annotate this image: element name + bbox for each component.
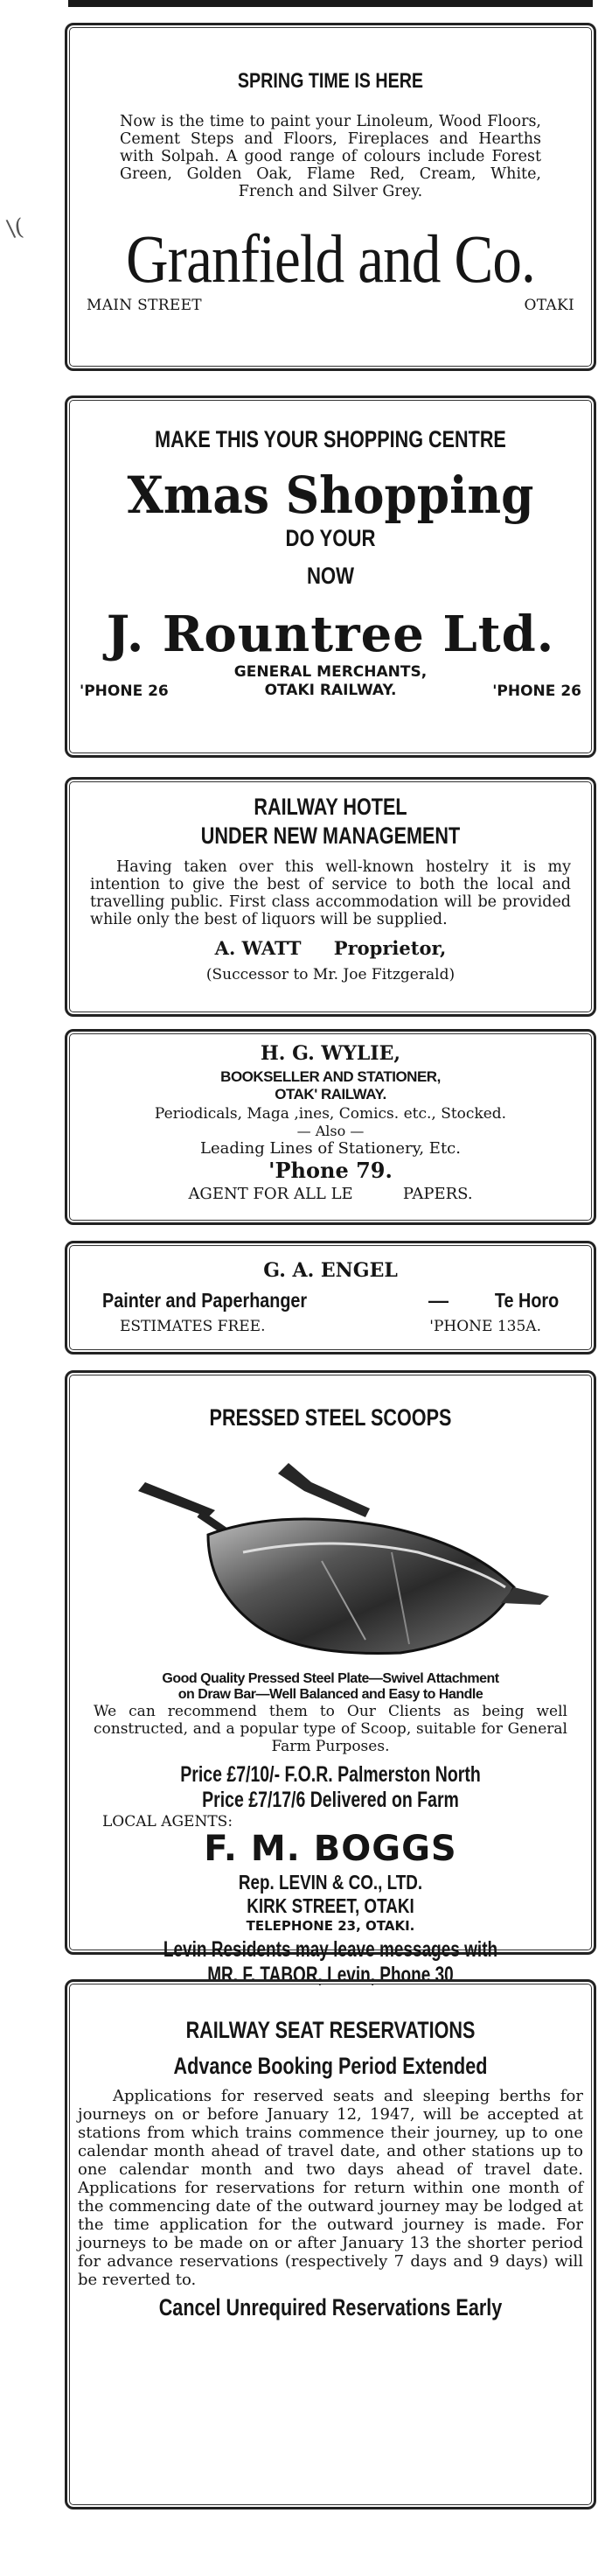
ad3-role: Proprietor,	[333, 937, 447, 959]
ad-railway-hotel	[65, 777, 596, 1017]
ad5-name: G. A. ENGEL	[263, 1259, 398, 1282]
ad5-phone: 'PHONE 135A.	[429, 1318, 541, 1335]
ad6-telephone: TELEPHONE 23, OTAKI.	[246, 1918, 415, 1934]
ad6-body: We can recommend them to Our Clients as being well constructed, and a popular type of Scoop, suitable for General Farm Purposes.	[94, 1703, 567, 1755]
ad7-subheading: Advance Booking Period Extended	[173, 2053, 488, 2079]
ad2-company: J. Rountree Ltd.	[106, 606, 555, 663]
ad2-now: NOW	[306, 563, 355, 589]
ad6-levin1: Levin Residents may leave messages with	[163, 1937, 498, 1962]
ad2-headline: Xmas Shopping	[127, 466, 534, 525]
ad4-agent: AGENT FOR ALL LE PAPERS.	[188, 1185, 473, 1203]
ad6-bold2: on Draw Bar—Well Balanced and Easy to Handle	[177, 1687, 483, 1702]
ad6-rep: Rep. LEVIN & CO., LTD.	[238, 1871, 423, 1894]
ad-engel	[65, 1241, 596, 1354]
ad7-body: Applications for reserved seats and sleeping berths for journeys on or before January 12, 1947, will be accepted at stations from which trains commence their journey, up to one calendar month ahead of travel date, and other stations up to one calendar month and two days ahead of travel date. Applications for reservations for return within one month of the commencing date of the outward journey may be lodged at the time application for the outward journey is made. For journeys to be made on or after January 13 the shorter period for advance reservations (respectively 7 days and 9 days) will be reverted to.	[78, 2087, 583, 2289]
ad2-heading: MAKE THIS YOUR SHOPPING CENTRE	[155, 426, 506, 452]
ad4-line2: OTAK' RAILWAY.	[275, 1086, 386, 1102]
ad7-heading: RAILWAY SEAT RESERVATIONS	[185, 2017, 476, 2043]
ad1-body: Now is the time to paint your Linoleum, Wood Floors, Cement Steps and Floors, Fireplaces and Hearths with Solpah. A good range of colours include Forest Green, Golden Oak, Flame Red, Cream, White, French and Silver Grey.	[120, 113, 541, 200]
scoop-image	[103, 1456, 558, 1666]
margin-mark: \(	[5, 214, 25, 243]
ad4-line1: BOOKSELLER AND STATIONER,	[220, 1068, 441, 1085]
ad6-agent-name: F. M. BOGGS	[204, 1829, 457, 1869]
ad3-heading1: RAILWAY HOTEL	[254, 794, 407, 820]
ad4-phone: 'Phone 79.	[268, 1158, 393, 1183]
ad6-price2: Price £7/17/6 Delivered on Farm	[202, 1788, 459, 1812]
ad1-town: OTAKI	[524, 297, 574, 314]
ad5-trade: Painter and Paperhanger	[102, 1289, 308, 1312]
ad3-body: Having taken over this well-known hostelry it is my intention to give the best of service to both the local and travelling public. First class accommodation will be provided while only the best of liquors will be supplied.	[90, 858, 571, 928]
ad3-heading2: UNDER NEW MANAGEMENT	[200, 822, 461, 849]
top-rule	[68, 0, 593, 7]
ad6-street: KIRK STREET, OTAKI	[247, 1894, 414, 1917]
ad1-company: Granfield and Co.	[126, 220, 535, 297]
ad2-do-your: DO YOUR	[285, 525, 376, 551]
ad3-name: A. WATT	[214, 937, 302, 959]
ad3-successor: (Successor to Mr. Joe Fitzgerald)	[205, 966, 456, 984]
ad4-line4: — Also —	[296, 1123, 365, 1139]
ad6-bold1: Good Quality Pressed Steel Plate—Swivel Attachment	[162, 1671, 499, 1686]
ad1-heading: SPRING TIME IS HERE	[237, 69, 424, 93]
ad1-street: MAIN STREET	[87, 297, 202, 314]
ad-wylie	[65, 1029, 596, 1225]
ad5-estimates: ESTIMATES FREE.	[120, 1318, 266, 1335]
ad4-name: H. G. WYLIE,	[260, 1042, 401, 1065]
ad2-phone-left: 'PHONE 26	[80, 682, 169, 700]
ad-scoops	[65, 1370, 596, 1987]
ad5-dash: —	[428, 1289, 449, 1312]
ad7-footer: Cancel Unrequired Reservations Early	[158, 2294, 503, 2320]
ad4-line3: Periodicals, Maga ,ines, Comics. etc., Stocked.	[154, 1105, 507, 1123]
ad4-line5: Leading Lines of Stationery, Etc.	[200, 1139, 461, 1158]
ad6-levin2: MR. F. TABOR, Levin, Phone 30	[207, 1963, 454, 1987]
ad6-heading: PRESSED STEEL SCOOPS	[209, 1404, 452, 1431]
ad-seat-reservations	[65, 1979, 596, 2510]
ad5-place: Te Horo	[494, 1289, 559, 1312]
ad6-agents-label: LOCAL AGENTS:	[102, 1813, 233, 1830]
ad2-phone-right: 'PHONE 26	[492, 682, 581, 700]
scoop-illustration	[67, 1456, 594, 1666]
ad-granfield	[65, 23, 596, 371]
ad6-price1: Price £7/10/- F.O.R. Palmerston North	[180, 1762, 481, 1787]
ad2-sub1: GENERAL MERCHANTS,	[233, 663, 428, 681]
ad2-sub2: OTAKI RAILWAY.	[264, 682, 397, 699]
ad-rountree	[65, 396, 596, 758]
